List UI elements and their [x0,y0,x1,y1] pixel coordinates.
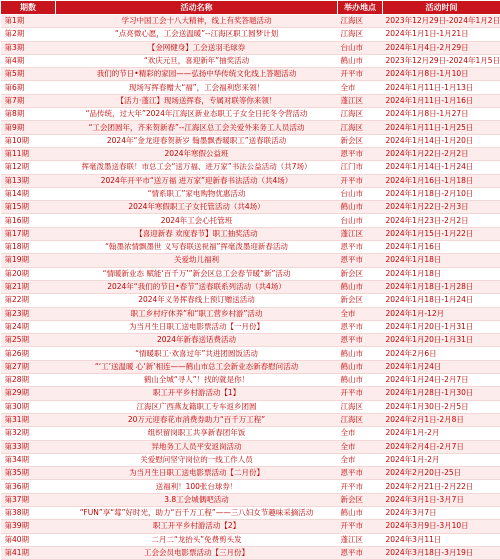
cell-period: 第4期 [1,54,56,67]
cell-period: 第26期 [1,347,56,360]
table-row [1,214,500,227]
cell-location: 恩平市 [338,254,383,267]
cell-time: 2024年1月-2月 [383,427,500,440]
cell-time: 2024年2月20日-25日 [383,467,500,480]
cell-activity-name: “‘工’送温暖 心‘新’相连——鹤山市总工会新业态新春慰问活动 [56,360,338,373]
table-row [1,81,500,94]
cell-time: 2024年1月18日-2月10日 [383,187,500,200]
cell-location: 开平市 [338,174,383,187]
cell-activity-name: 工会会员电影票活动【三月份】 [56,546,338,559]
table-row [1,467,500,480]
cell-activity-name: 2024年工会心托管班 [56,214,338,227]
table-row [1,546,500,559]
cell-period: 第9期 [1,121,56,134]
cell-activity-name: 2024年“我们的节日•春节”送春联系列活动（共4场） [56,280,338,293]
table-row [1,147,500,160]
cell-location: 鹤山市 [338,360,383,373]
cell-location: 鹤山市 [338,54,383,67]
cell-period: 第41期 [1,546,56,559]
cell-time: 2024年1月15日-1月22日 [383,227,500,240]
cell-period: 第19期 [1,254,56,267]
table-row [1,334,500,347]
cell-location: 全市 [338,440,383,453]
cell-activity-name: 职工乡村疗休养”和“职工营乡村游”活动 [56,307,338,320]
cell-activity-name: “情暖职工·欢喜过年”共进团圆饭活动 [56,347,338,360]
cell-location: 鹤山市 [338,280,383,293]
header-name: 活动名称 [56,1,338,15]
cell-activity-name: “翰墨浓情飘墨世 义写春联送祝福”挥毫泼墨迎新春活动 [56,241,338,254]
cell-period: 第32期 [1,427,56,440]
table-row [1,374,500,387]
cell-location: 新会区 [338,294,383,307]
cell-activity-name: “情暖新业态 赋能‘百千万’”新会区总工会春节暖“新”活动 [56,267,338,280]
cell-period: 第25期 [1,334,56,347]
table-row [1,427,500,440]
cell-time: 2024年1月18日 [383,267,500,280]
cell-time: 2024年1月20日-1月31日 [383,320,500,333]
cell-time: 2024年1月11日-1月16日 [383,94,500,107]
cell-location: 江海区 [338,28,383,41]
cell-time: 2024年1月28日-1月30日 [383,387,500,400]
cell-location: 江海区 [338,400,383,413]
cell-location: 开平市 [338,520,383,533]
cell-period: 第3期 [1,41,56,54]
cell-location: 蓬江区 [338,533,383,546]
cell-period: 第36期 [1,480,56,493]
table-row [1,347,500,360]
cell-activity-name: 2024年寒假职工子女托管活动（共4场） [56,201,338,214]
table-row [1,480,500,493]
cell-time: 2024年2月1日-2月8日 [383,413,500,426]
cell-time: 2024年1月8日-1月10日 [383,68,500,81]
cell-location: 鹤山市 [338,201,383,214]
cell-period: 第16期 [1,214,56,227]
table-row [1,41,500,54]
cell-time: 2024年1月30日-2月5日 [383,400,500,413]
cell-location: 新会区 [338,267,383,280]
cell-time: 2024年3月18日-3月19日 [383,546,500,559]
table-row [1,280,500,293]
cell-period: 第7期 [1,94,56,107]
table-row [1,68,500,81]
table-row [1,161,500,174]
cell-period: 第11期 [1,147,56,160]
cell-period: 第22期 [1,294,56,307]
cell-location: 台山市 [338,187,383,200]
cell-time: 2024年1月24日-2月7日 [383,374,500,387]
cell-location: 江海区 [338,121,383,134]
table-row [1,400,500,413]
cell-time: 2024年1月11日-1月13日 [383,81,500,94]
cell-location: 新会区 [338,134,383,147]
cell-location: 恩平市 [338,467,383,480]
cell-time: 2024年1月18日-1月24日 [383,294,500,307]
header-time: 活动时间 [383,1,500,15]
cell-time: 2023年12月29日-2024年1月2日 [383,15,500,28]
cell-activity-name: 2024年寒假公益班 [56,147,338,160]
cell-activity-name: 2024年义务挥春线上预订赠送活动 [56,294,338,307]
cell-time: 2024年1月11日-1月25日 [383,121,500,134]
cell-location: 全市 [338,81,383,94]
cell-time: 2024年2月21日-2月22日 [383,480,500,493]
cell-time: 2024年3月7日 [383,506,500,519]
cell-period: 第33期 [1,440,56,453]
cell-location: 江门市 [338,161,383,174]
cell-activity-name: 学习中国工会十八大精神，线上有奖答题活动 [56,15,338,28]
cell-period: 第29期 [1,387,56,400]
cell-activity-name: 【金网健身】工会送羽毛球券 [56,41,338,54]
cell-period: 第1期 [1,15,56,28]
cell-location: 江海区 [338,108,383,121]
cell-activity-name: 异地务工人员平安返岗活动 [56,440,338,453]
cell-time: 2024年1月1日-1月21日 [383,28,500,41]
cell-activity-name: 挥毫泼墨送春联！市总工会“送万福、进万家”书法公益活动（共7场） [56,161,338,174]
cell-period: 第39期 [1,520,56,533]
cell-location: 鹤山市 [338,374,383,387]
cell-activity-name: 2024年开平市“送万福 进万家”迎新春书法活动（共4场） [56,174,338,187]
cell-time: 2024年1月16日-1月18日 [383,174,500,187]
cell-location: 恩平市 [338,546,383,559]
cell-time: 2024年1月-12月 [383,307,500,320]
table-row [1,267,500,280]
table-row [1,241,500,254]
table-row [1,54,500,67]
cell-time: 2024年1月4日-2月29日 [383,41,500,54]
table-row [1,294,500,307]
table-row [1,360,500,373]
cell-activity-name: 职工开平乡村游活动【1】 [56,387,338,400]
cell-location: 台山市 [338,41,383,54]
cell-time: 2023年12月29日-2024年1月5日 [383,54,500,67]
cell-location: 鹤山市 [338,506,383,519]
cell-location: 鹤山市 [338,347,383,360]
cell-period: 第28期 [1,374,56,387]
cell-time: 2024年1月23日-2月2日 [383,214,500,227]
cell-location: 台山市 [338,214,383,227]
cell-period: 第13期 [1,174,56,187]
cell-period: 第34期 [1,453,56,466]
cell-period: 第8期 [1,108,56,121]
cell-activity-name: 【活力·蓬江】现场送挥春，专属对联等你来领！ [56,94,338,107]
cell-activity-name: 为当月生日职工送电影票活动【二月份】 [56,467,338,480]
cell-time: 2024年1月16日 [383,241,500,254]
table-row [1,15,500,28]
cell-period: 第6期 [1,81,56,94]
table-row [1,174,500,187]
table-row [1,506,500,519]
cell-activity-name: 关爱幼儿福利 [56,254,338,267]
cell-period: 第27期 [1,360,56,373]
cell-activity-name: “欢庆元旦，喜迎新年”抽奖活动 [56,54,338,67]
cell-period: 第12期 [1,161,56,174]
cell-location: 江海区 [338,413,383,426]
cell-period: 第5期 [1,68,56,81]
cell-time: 2024年1月14日-1月20日 [383,134,500,147]
cell-period: 第21期 [1,280,56,293]
cell-time: 2024年1月22日-2月2日 [383,147,500,160]
cell-location: 开平市 [338,387,383,400]
table-row [1,28,500,41]
cell-activity-name: 二月二“龙抬头”免费剪头发 [56,533,338,546]
cell-period: 第37期 [1,493,56,506]
cell-period: 第18期 [1,241,56,254]
cell-period: 第17期 [1,227,56,240]
cell-activity-name: 20万元迎春花市消费券助力“百千万工程” [56,413,338,426]
cell-activity-name: 江海区广西燕友籍职工专车返乡团圆 [56,400,338,413]
table-row [1,387,500,400]
table-row [1,201,500,214]
cell-activity-name: 现场写挥春赠大“福”，工会福利您来领！ [56,81,338,94]
cell-time: 2024年3月9日-3月10日 [383,520,500,533]
cell-period: 第30期 [1,400,56,413]
cell-activity-name: 鹤山全城“寻人”！找的就是你！ [56,374,338,387]
cell-activity-name: 3.8工会城偶吧活动 [56,493,338,506]
table-row [1,94,500,107]
cell-time: 2024年3月1日-3月7日 [383,493,500,506]
cell-activity-name: 为当月生日职工送电影票活动【一月份】 [56,320,338,333]
cell-location: 恩平市 [338,241,383,254]
cell-activity-name: “品传统，过大年”2024年江海区新业态职工子女全日托冬令营活动 [56,108,338,121]
cell-activity-name: 【喜迎新春 欢度春节】职工抽奖活动 [56,227,338,240]
cell-period: 第35期 [1,467,56,480]
cell-period: 第20期 [1,267,56,280]
cell-location: 全市 [338,307,383,320]
table-row [1,187,500,200]
table-row [1,493,500,506]
table-row [1,108,500,121]
cell-period: 第38期 [1,506,56,519]
header-location: 举办地点 [338,1,383,15]
cell-time: 2024年2月4日-2月7日 [383,440,500,453]
cell-time: 2024年1月18日-1月28日 [383,280,500,293]
cell-activity-name: “点亮微心愿，工会送温暖”--江海区职工圆梦计划 [56,28,338,41]
cell-activity-name: “情系职工”家电购物优惠活动 [56,187,338,200]
table-row [1,121,500,134]
table-row [1,307,500,320]
header-period: 期数 [1,1,56,15]
cell-location: 新会区 [338,493,383,506]
table-header-row [1,1,500,15]
cell-activity-name: 职工开平乡村游活动【2】 [56,520,338,533]
cell-time: 2024年1月8日-1月27日 [383,108,500,121]
cell-time: 2024年1月14日-1月24日 [383,161,500,174]
table-row [1,134,500,147]
table-row [1,227,500,240]
cell-period: 第10期 [1,134,56,147]
cell-time: 2024年1月18日 [383,254,500,267]
cell-period: 第23期 [1,307,56,320]
cell-activity-name: 组织留岗职工共享新春团年饭 [56,427,338,440]
cell-location: 全市 [338,427,383,440]
cell-location: 蓬江区 [338,94,383,107]
table-body [1,15,500,560]
cell-time: 2024年1月-2月 [383,453,500,466]
table-row [1,413,500,426]
cell-period: 第15期 [1,201,56,214]
table-row [1,254,500,267]
cell-time: 2024年1月20日-1月31日 [383,334,500,347]
cell-time: 2024年2月6日 [383,347,500,360]
cell-location: 全市 [338,453,383,466]
cell-activity-name: 关爱慰问坚守岗位的一线工作人员 [56,453,338,466]
cell-period: 第31期 [1,413,56,426]
cell-period: 第24期 [1,320,56,333]
cell-period: 第14期 [1,187,56,200]
cell-activity-name: 送福利！100张台球券！ [56,480,338,493]
cell-location: 恩平市 [338,334,383,347]
cell-activity-name: 我们的节日•精彩的家园——弘扬中华传统文化线上答题活动 [56,68,338,81]
table-row [1,520,500,533]
table-row [1,440,500,453]
cell-activity-name: 2024年“金龙迎春贺新岁 翰墨飘香暖职工”送春联活动 [56,134,338,147]
cell-time: 2024年1月22日-2月3日 [383,201,500,214]
cell-time: 2024年1月24日 [383,360,500,373]
cell-activity-name: 2024年新春送话费活动 [56,334,338,347]
table-row [1,533,500,546]
cell-location: 开平市 [338,68,383,81]
cell-time: 2024年3月11日 [383,533,500,546]
cell-period: 第2期 [1,28,56,41]
cell-location: 蓬江区 [338,227,383,240]
cell-location: 江海区 [338,15,383,28]
cell-location: 恩平市 [338,147,383,160]
cell-activity-name: “FUN”享“莓”好时光，助力“百千万工程”——三八妇女节趣味采摘活动 [56,506,338,519]
cell-location: 开平市 [338,480,383,493]
table-row [1,320,500,333]
cell-period: 第40期 [1,533,56,546]
table-row [1,453,500,466]
cell-activity-name: “工会团圆年，齐来贺新春”--江海区总工会关爱外来务工人员活动 [56,121,338,134]
cell-location: 恩平市 [338,320,383,333]
